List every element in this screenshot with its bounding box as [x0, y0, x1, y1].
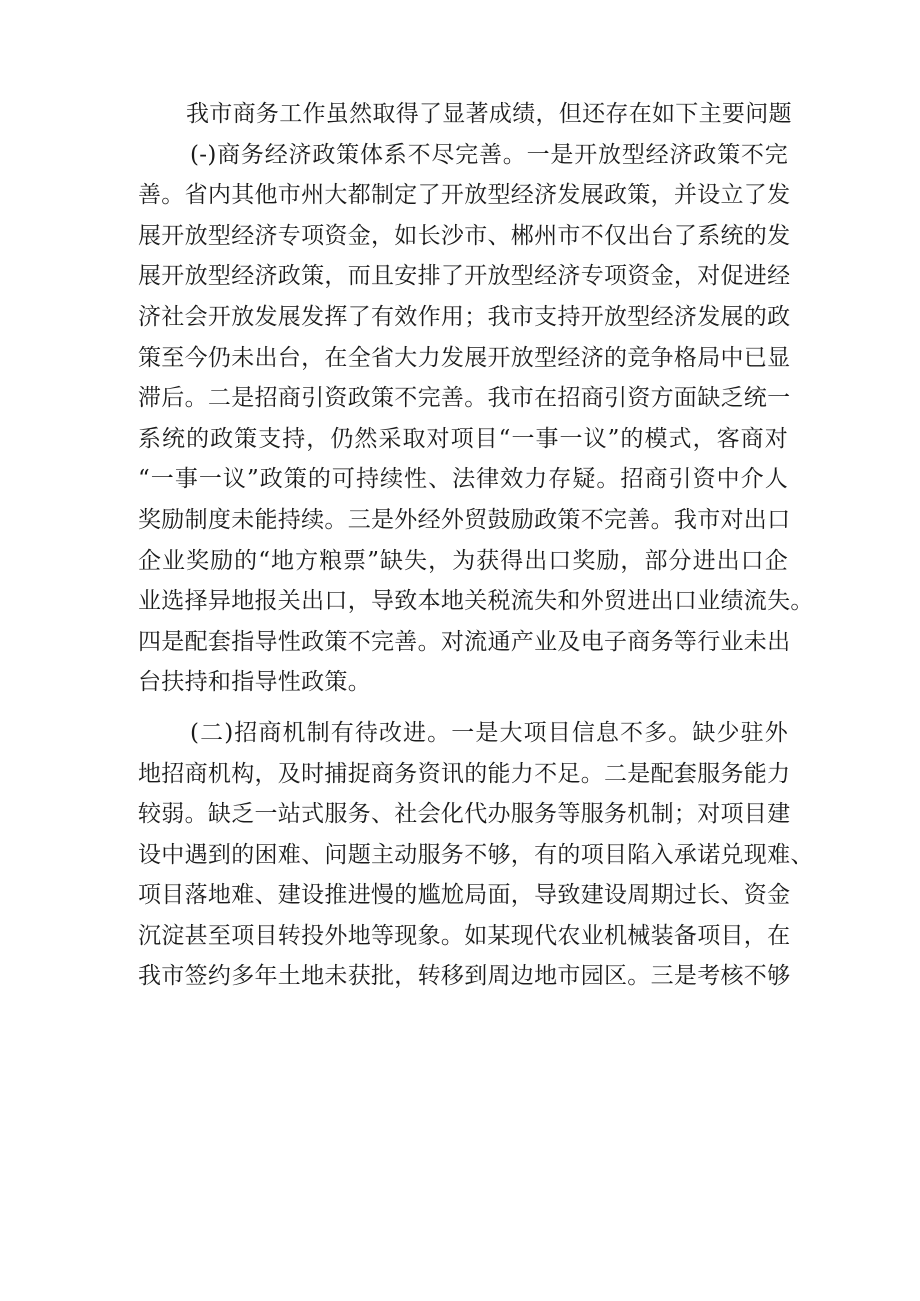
- paragraph-line: 业选择异地报关出口，导致本地关税流失和外贸进出口业绩流失。: [138, 588, 814, 615]
- paragraph-line: 地招商机构，及时捕捉商务资讯的能力不足。二是配套服务能力: [138, 760, 791, 787]
- paragraph-line: (二)招商机制有待改进。一是大项目信息不多。缺少驻外: [190, 719, 788, 746]
- paragraph-line: 项目落地难、建设推进慢的尴尬局面，导致建设周期过长、资金: [138, 882, 791, 909]
- paragraph-line: 展开放型经济专项资金，如长沙市、郴州市不仅出台了系统的发: [138, 222, 791, 249]
- paragraph-line: 企业奖励的“地方粮票”缺失，为获得出口奖励，部分进出口企: [138, 547, 788, 574]
- paragraph-line: 较弱。缺乏一站式服务、社会化代办服务等服务机制；对项目建: [138, 801, 791, 828]
- paragraph-line: 奖励制度未能持续。三是外经外贸鼓励政策不完善。我市对出口: [138, 506, 791, 533]
- paragraph-line: 策至今仍未出台，在全省大力发展开放型经济的竞争格局中已显: [138, 344, 791, 371]
- paragraph-gap: [138, 703, 788, 713]
- paragraph-line: 设中遇到的困难、问题主动服务不够，有的项目陷入承诺兑现难、: [138, 841, 814, 868]
- paragraph-line: 展开放型经济政策，而且安排了开放型经济专项资金，对促进经: [138, 263, 791, 290]
- paragraph-line: (-)商务经济政策体系不尽完善。一是开放型经济政策不完: [190, 141, 788, 168]
- paragraph-line: “一事一议”政策的可持续性、法律效力存疑。招商引资中介人: [138, 466, 788, 493]
- document-body: [138, 94, 814, 997]
- paragraph-line: 善。省内其他市州大都制定了开放型经济发展政策，并设立了发: [138, 182, 791, 209]
- section-2-paragraph: [138, 713, 814, 997]
- paragraph-line: 台扶持和指导性政策。: [138, 669, 371, 696]
- intro-line: 我市商务工作虽然取得了显著成绩，但还存在如下主要问题: [186, 101, 792, 127]
- paragraph-line: 济社会开放发展发挥了有效作用；我市支持开放型经济发展的政: [138, 303, 791, 330]
- paragraph-line: 系统的政策支持，仍然采取对项目“一事一议”的模式，客商对: [138, 425, 788, 452]
- paragraph-line: 滞后。二是招商引资政策不完善。我市在招商引资方面缺乏统一: [138, 385, 791, 412]
- paragraph-line: 四是配套指导性政策不完善。对流通产业及电子商务等行业未出: [138, 628, 791, 655]
- section-1-paragraph: [138, 135, 814, 703]
- paragraph-line: 我市签约多年土地未获批，转移到周边地市园区。三是考核不够: [138, 963, 791, 990]
- paragraph-line: 沉淀甚至项目转投外地等现象。如某现代农业机械装备项目，在: [138, 922, 791, 949]
